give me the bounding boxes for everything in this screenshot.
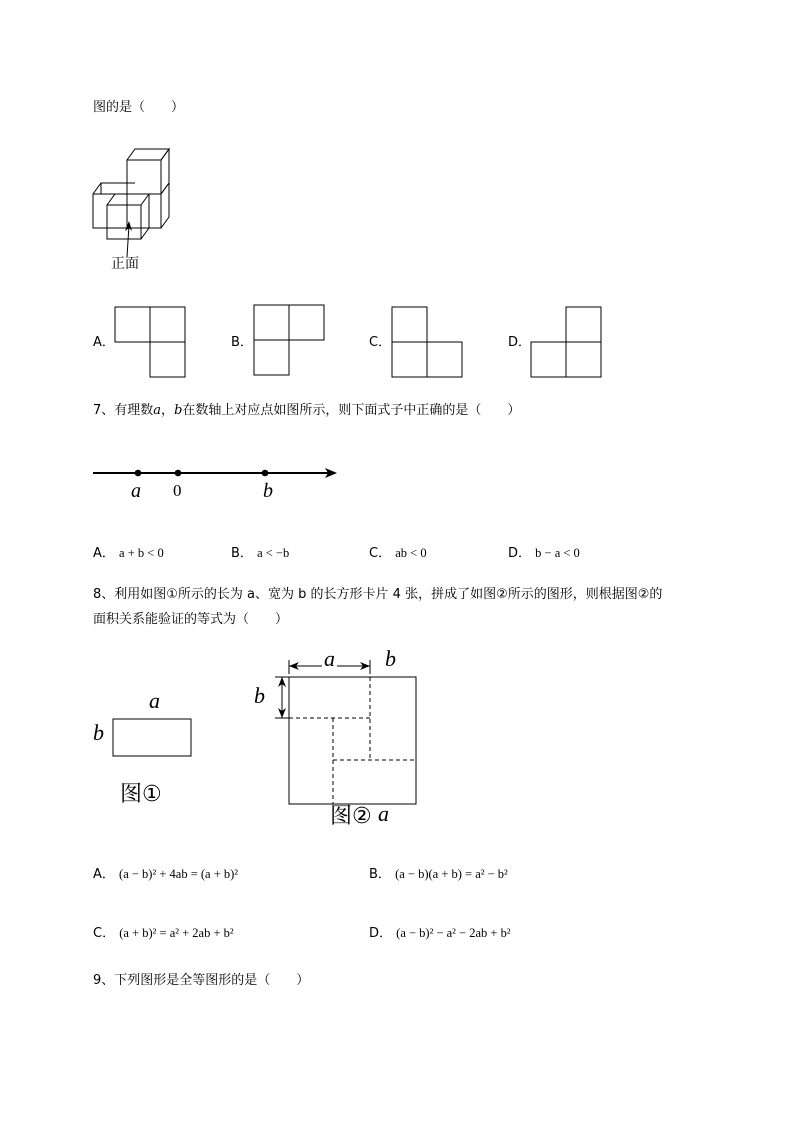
q6-stem-tail: 图的是（ ） [93,100,185,115]
q8-stem-line1: 8、利用如图①所示的长为 a、宽为 b 的长方形卡片 4 张，拼成了如图②所示的图形，则根据图②的 [93,587,663,602]
q7-option-c: C． ab < 0 [369,546,427,561]
point-b [262,470,269,477]
fig1-label-a: a [149,688,160,713]
cube-left [93,194,127,228]
q8-option-b: B． (a − b)(a + b) = a² − b² [369,867,508,882]
front-label: 正面 [111,256,139,272]
q6-option-a-label: A． [93,335,115,350]
cube-top-side [161,149,169,194]
fig2-label-side-b: b [254,683,265,708]
q7-stem: 7、有理数a，b在数轴上对应点如图所示，则下面式子中正确的是（ ） [93,403,521,418]
q6-option-d-figure [529,305,604,380]
q8-option-d: D． (a − b)² − a² − 2ab + b² [369,926,511,941]
cube-back-bottom [127,194,161,228]
fig2-label-bottom-a: a [378,801,389,826]
q7-option-d: D． b − a < 0 [508,546,580,561]
q7-option-b: B． a < −b [231,546,290,561]
fig1-label-b: b [93,720,104,745]
fig2-caption: 图② [330,804,372,829]
q8-option-a: A． (a − b)² + 4ab = (a + b)² [93,867,239,882]
cube-front [107,205,141,239]
fig2-square [275,660,425,810]
point-zero [175,470,182,477]
q6-option-c-figure [390,305,465,380]
axis-label-b: b [263,480,273,502]
fig1-caption: 图① [120,782,162,807]
q6-option-b-figure [252,303,327,378]
axis-label-a: a [131,480,141,502]
fig2-label-top-a: a [324,646,335,671]
q8-stem-line2: 面积关系能验证的等式为（ ） [93,612,289,627]
q6-option-a-figure [113,305,188,380]
q9-stem: 9、下列图形是全等图形的是（ ） [93,973,310,988]
point-a [135,470,142,477]
fig2-label-top-b: b [385,646,396,671]
cube-top-front [127,160,161,194]
q8-option-c: C． (a + b)² = a² + 2ab + b² [93,926,234,941]
q6-option-d-label: D． [508,335,532,350]
axis-label-zero: 0 [173,481,182,500]
q6-option-b-label: B． [231,335,253,350]
q6-option-c-label: C． [369,335,392,350]
q7-option-a: A． a + b < 0 [93,546,164,561]
fig1-rectangle [112,718,194,758]
